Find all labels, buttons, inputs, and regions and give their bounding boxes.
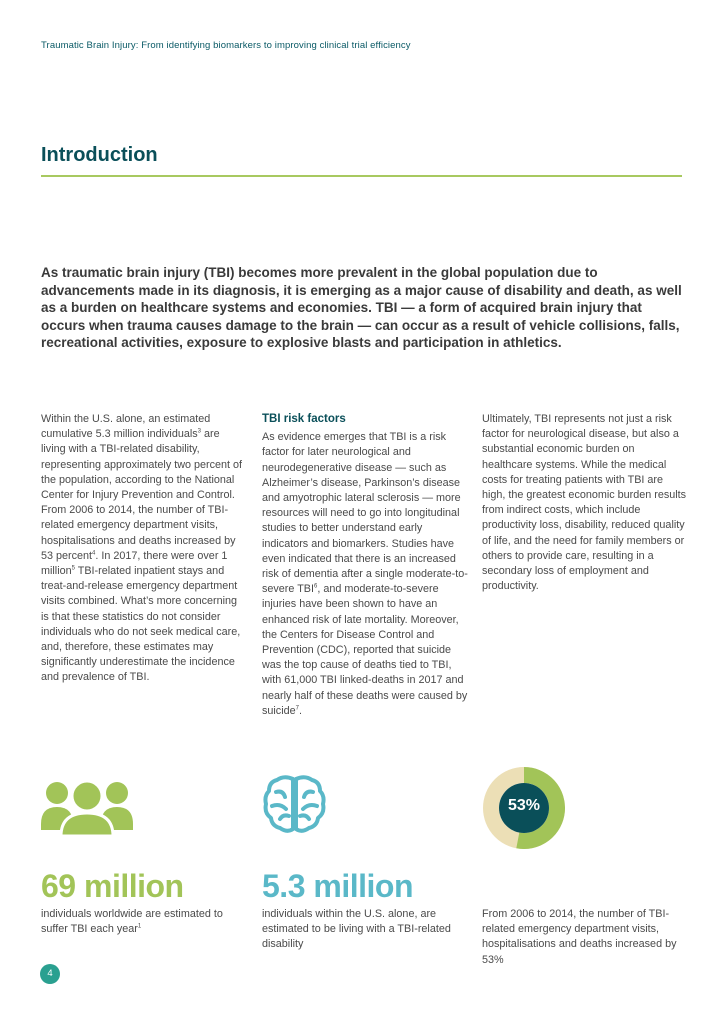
stat-caption-us: individuals within the U.S. alone, are estimated to be living with a TBI-related disability	[262, 908, 451, 951]
body-column-3	[482, 412, 687, 594]
column-1-paragraph: Within the U.S. alone, an estimated cumulative 5.3 million individuals$^3$ are living with a TBI-related disability, representing approximately two percent of the population, according to the National Center for Injury Prevention and Control. From 2006 to 2014, the number of TBI-related emergency department visits, hospitalisations and deaths increased by 53 percent$^4$. In 2017, there were over 1 million$^5$ TBI-related inpatient stays and treat-and-release emergency department visits combined. What’s more concerning is that these statistics do not consider individuals who do not seek medical care, and, therefore, these estimates may significantly underestimate the incidence and prevalence of TBI.	[41, 413, 243, 684]
lead-paragraph: As traumatic brain injury (TBI) becomes more prevalent in the global population due to advancements made in its diagnosis, it is emerging as a major cause of disability and death, as well as a burden on healthcare systems and economies. TBI — a form of acquired brain injury that occurs when trauma causes damage to the brain — can occur as a result of vehicle collisions, falls, recreational activities, exposure to explosive blasts and participation in athletics.	[41, 265, 682, 351]
running-header: Traumatic Brain Injury: From identifying biomarkers to improving clinical trial efficiency	[41, 40, 411, 51]
donut-percentage-label: 53%	[507, 797, 541, 814]
stat-value-us: 5.3 million	[262, 868, 413, 904]
column-3-paragraph: Ultimately, TBI represents not just a risk factor for neurological disease, but also a substantial economic burden on healthcare systems. While the medical costs for treating patients with TBI are high, the greatest economic burden results from indirect costs, which include productivity loss, disability, reduced quality of life, and the need for family members or others to provide care, resulting in a secondary loss of employment and productivity.	[482, 413, 687, 593]
body-column-1	[41, 412, 246, 686]
people-group-icon	[41, 776, 133, 838]
body-column-2	[262, 412, 470, 719]
stat-value-worldwide: 69 million	[41, 868, 184, 904]
section-title: Introduction	[41, 144, 158, 166]
page-number: 4	[40, 964, 60, 984]
risk-factors-heading: TBI risk factors	[262, 413, 346, 425]
brain-icon	[262, 773, 327, 835]
stat-caption-worldwide: individuals worldwide are estimated to suffer TBI each year$^1$	[41, 908, 223, 936]
column-2-paragraph: As evidence emerges that TBI is a risk factor for later neurological and neurodegenerative disease — such as Alzheimer’s disease, Parkinson’s disease and amyotrophic lateral sclerosis — more resources will need to go into longitudinal studies to better understand early indicators and biomarkers. Studies have even indicated that there is an increased risk of dementia after a single moderate-to-severe TBI$^6$, and moderate-to-severe injuries have been shown to have an enhanced risk of late mortality. Moreover, the Centers for Disease Control and Prevention (CDC), reported that suicide was the top cause of deaths tied to TBI, with 61,000 TBI linked-deaths in 2017 and nearly half of these deaths were caused by suicide$^7$.	[262, 431, 468, 717]
stat-caption-increase: From 2006 to 2014, the number of TBI-related emergency department visits, hospitalisations and deaths increased by 53%	[482, 908, 677, 966]
title-underline	[41, 175, 682, 177]
